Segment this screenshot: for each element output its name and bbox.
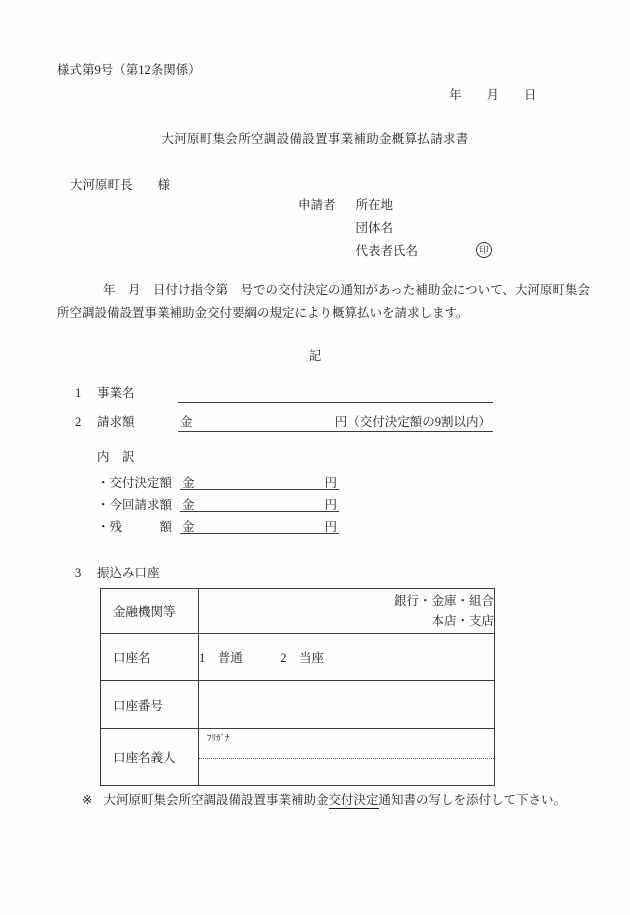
applicant-org-label: 団体名 [355, 221, 394, 235]
branch-type-options: 本店・支店 [431, 614, 494, 628]
footnote-mark: ※ [82, 793, 93, 807]
footnote-text-before: 大河原町集会所空調設備設置事業補助金 [103, 793, 329, 807]
account-number-header: 口座番号 [101, 681, 199, 729]
applicant-block [298, 198, 418, 267]
item-project-name [75, 386, 493, 403]
body-paragraph-line1: 年 月 日付け指令第 号での交付決定の通知があった補助金について、大河原町集会 [103, 283, 590, 297]
requested-amount-blank-line [178, 415, 493, 432]
document-title: 大河原町集会所空調設備設置事業補助金概算払請求書 [161, 132, 469, 146]
bank-type-options: 銀行・金庫・組合 [393, 594, 494, 608]
breakdown-row-label: ・交付決定額 [97, 476, 173, 490]
financial-institution-cell [199, 589, 495, 634]
breakdown-row-grant-decision [97, 473, 339, 491]
breakdown-blank-line [180, 517, 339, 534]
table-row [101, 681, 495, 729]
item-number: 2 [75, 415, 82, 429]
amount-suffix: 円 [324, 520, 337, 534]
item-number: 3 [75, 566, 82, 580]
applicant-fields [356, 198, 419, 267]
amount-prefix: 金 [182, 520, 195, 534]
bank-account-table [100, 588, 495, 786]
seal-mark-icon: 印 [476, 242, 492, 258]
account-number-cell [199, 681, 495, 729]
account-type-header: 口座名 [101, 634, 199, 681]
breakdown-blank-line [180, 495, 339, 512]
table-row [101, 729, 495, 786]
item-label: 事業名 [97, 386, 135, 400]
item-requested-amount [75, 415, 493, 432]
date-line: 年 月 日 [449, 88, 537, 102]
footnote-text-underlined: 交付決定 [328, 793, 379, 807]
item-label: 振込み口座 [97, 566, 160, 580]
breakdown-blank-line [180, 473, 339, 490]
breakdown-label: 内 訳 [97, 450, 135, 464]
amount-suffix: 円 [324, 476, 337, 490]
project-name-blank-line [178, 386, 493, 403]
body-paragraph-line2: 所空調設備設置事業補助金交付要綱の規定により概算払いを請求します。 [57, 306, 469, 320]
table-row [101, 634, 495, 681]
item-number: 1 [75, 386, 82, 400]
form-number: 様式第9号（第12条関係） [57, 63, 201, 77]
footnote-text-after: 通知書の写しを添付して下さい。 [378, 793, 567, 807]
item-transfer-account [75, 566, 178, 581]
amount-suffix: 円（交付決定額の9割以内） [334, 415, 491, 429]
breakdown-row-label: ・残 額 [97, 520, 173, 534]
applicant-label: 申請者 [298, 198, 336, 212]
account-holder-header: 口座名義人 [101, 729, 199, 786]
furigana-label: ﾌﾘｶﾞﾅ [199, 729, 494, 759]
table-row [101, 589, 495, 634]
amount-prefix: 金 [182, 476, 195, 490]
account-type-cell: 1 普通 2 当座 [199, 634, 495, 681]
account-holder-cell [199, 729, 495, 786]
breakdown-row-remaining [97, 517, 339, 535]
amount-suffix: 円 [324, 498, 337, 512]
applicant-representative-label: 代表者氏名 [355, 244, 419, 258]
financial-institution-header: 金融機関等 [101, 589, 199, 634]
breakdown-row-current-request [97, 495, 339, 513]
record-mark: 記 [308, 349, 322, 363]
applicant-address-label: 所在地 [355, 198, 394, 212]
footnote [82, 793, 566, 808]
item-label: 請求額 [97, 415, 135, 429]
amount-prefix: 金 [180, 415, 193, 429]
amount-prefix: 金 [182, 498, 195, 512]
breakdown-row-label: ・今回請求額 [97, 498, 173, 512]
account-holder-blank [199, 759, 494, 784]
addressee: 大河原町長 様 [70, 178, 171, 192]
